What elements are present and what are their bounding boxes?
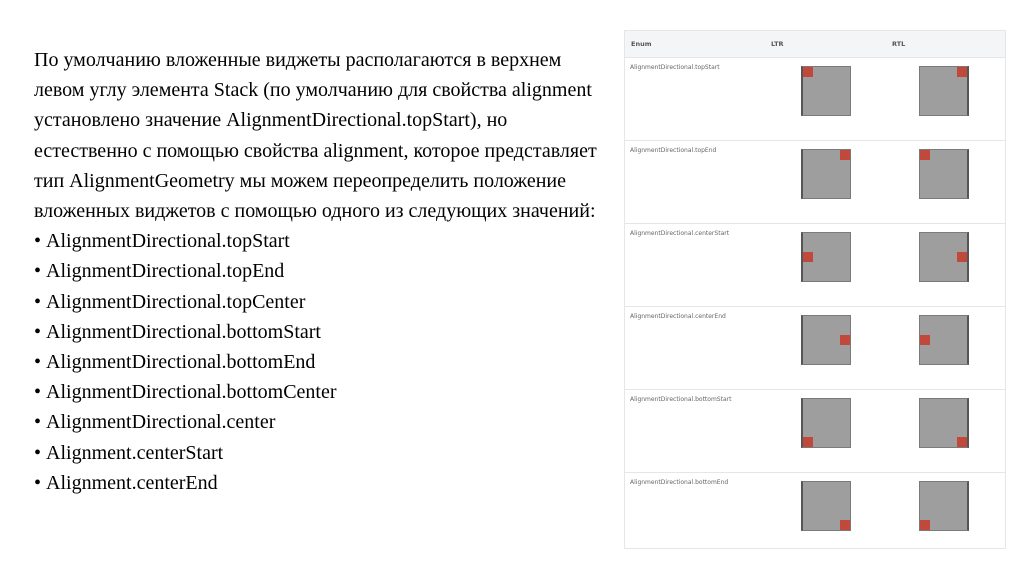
table-row [625, 307, 1005, 390]
ltr-preview-box [801, 398, 851, 448]
rtl-preview-box [919, 315, 969, 365]
enum-name: AlignmentDirectional.bottomStart [630, 396, 732, 403]
ltr-preview-box [801, 66, 851, 116]
enum-name: AlignmentDirectional.centerEnd [630, 313, 726, 320]
enum-name: AlignmentDirectional.centerStart [630, 230, 730, 237]
list-item: • AlignmentDirectional.topCenter [34, 287, 609, 317]
child-marker [803, 252, 813, 262]
list-item: • AlignmentDirectional.topStart [34, 226, 609, 256]
enum-name: AlignmentDirectional.bottomEnd [630, 479, 729, 486]
child-marker [957, 252, 967, 262]
child-marker [920, 335, 930, 345]
child-marker [840, 335, 850, 345]
table-row [625, 473, 1005, 555]
list-item: • AlignmentDirectional.topEnd [34, 256, 609, 286]
table-row [625, 58, 1005, 141]
enum-name: AlignmentDirectional.topStart [630, 64, 720, 71]
list-item: • AlignmentDirectional.bottomCenter [34, 377, 609, 407]
enum-name: AlignmentDirectional.topEnd [630, 147, 717, 154]
table-row [625, 141, 1005, 224]
alignment-table [624, 30, 1006, 549]
child-marker [803, 437, 813, 447]
table-row [625, 224, 1005, 307]
ltr-preview-box [801, 149, 851, 199]
slide-text [34, 45, 609, 498]
alignment-values-list [34, 226, 609, 498]
child-marker [957, 437, 967, 447]
child-marker [803, 67, 813, 77]
child-marker [840, 520, 850, 530]
child-marker [920, 150, 930, 160]
header-rtl: RTL [892, 40, 906, 48]
ltr-preview-box [801, 481, 851, 531]
list-item: • Alignment.centerEnd [34, 468, 609, 498]
header-enum: Enum [631, 40, 652, 48]
header-ltr: LTR [771, 40, 784, 48]
child-marker [920, 520, 930, 530]
ltr-preview-box [801, 232, 851, 282]
child-marker [840, 150, 850, 160]
rtl-preview-box [919, 481, 969, 531]
table-row [625, 390, 1005, 473]
child-marker [957, 67, 967, 77]
intro-paragraph: По умолчанию вложенные виджеты располагаются в верхнем левом углу элемента Stack (по умолчанию для свойства alignment установлено значение AlignmentDirectional.topStart), но естественно с помощью свойства alignment, которое представляет тип AlignmentGeometry мы можем переопределить положение вложенных виджетов с помощью одного из следующих значений: [34, 49, 597, 223]
rtl-preview-box [919, 149, 969, 199]
rtl-preview-box [919, 398, 969, 448]
list-item: • AlignmentDirectional.bottomEnd [34, 347, 609, 377]
rtl-preview-box [919, 66, 969, 116]
ltr-preview-box [801, 315, 851, 365]
rtl-preview-box [919, 232, 969, 282]
table-header [625, 31, 1005, 58]
list-item: • AlignmentDirectional.bottomStart [34, 317, 609, 347]
list-item: • AlignmentDirectional.center [34, 407, 609, 437]
list-item: • Alignment.centerStart [34, 438, 609, 468]
